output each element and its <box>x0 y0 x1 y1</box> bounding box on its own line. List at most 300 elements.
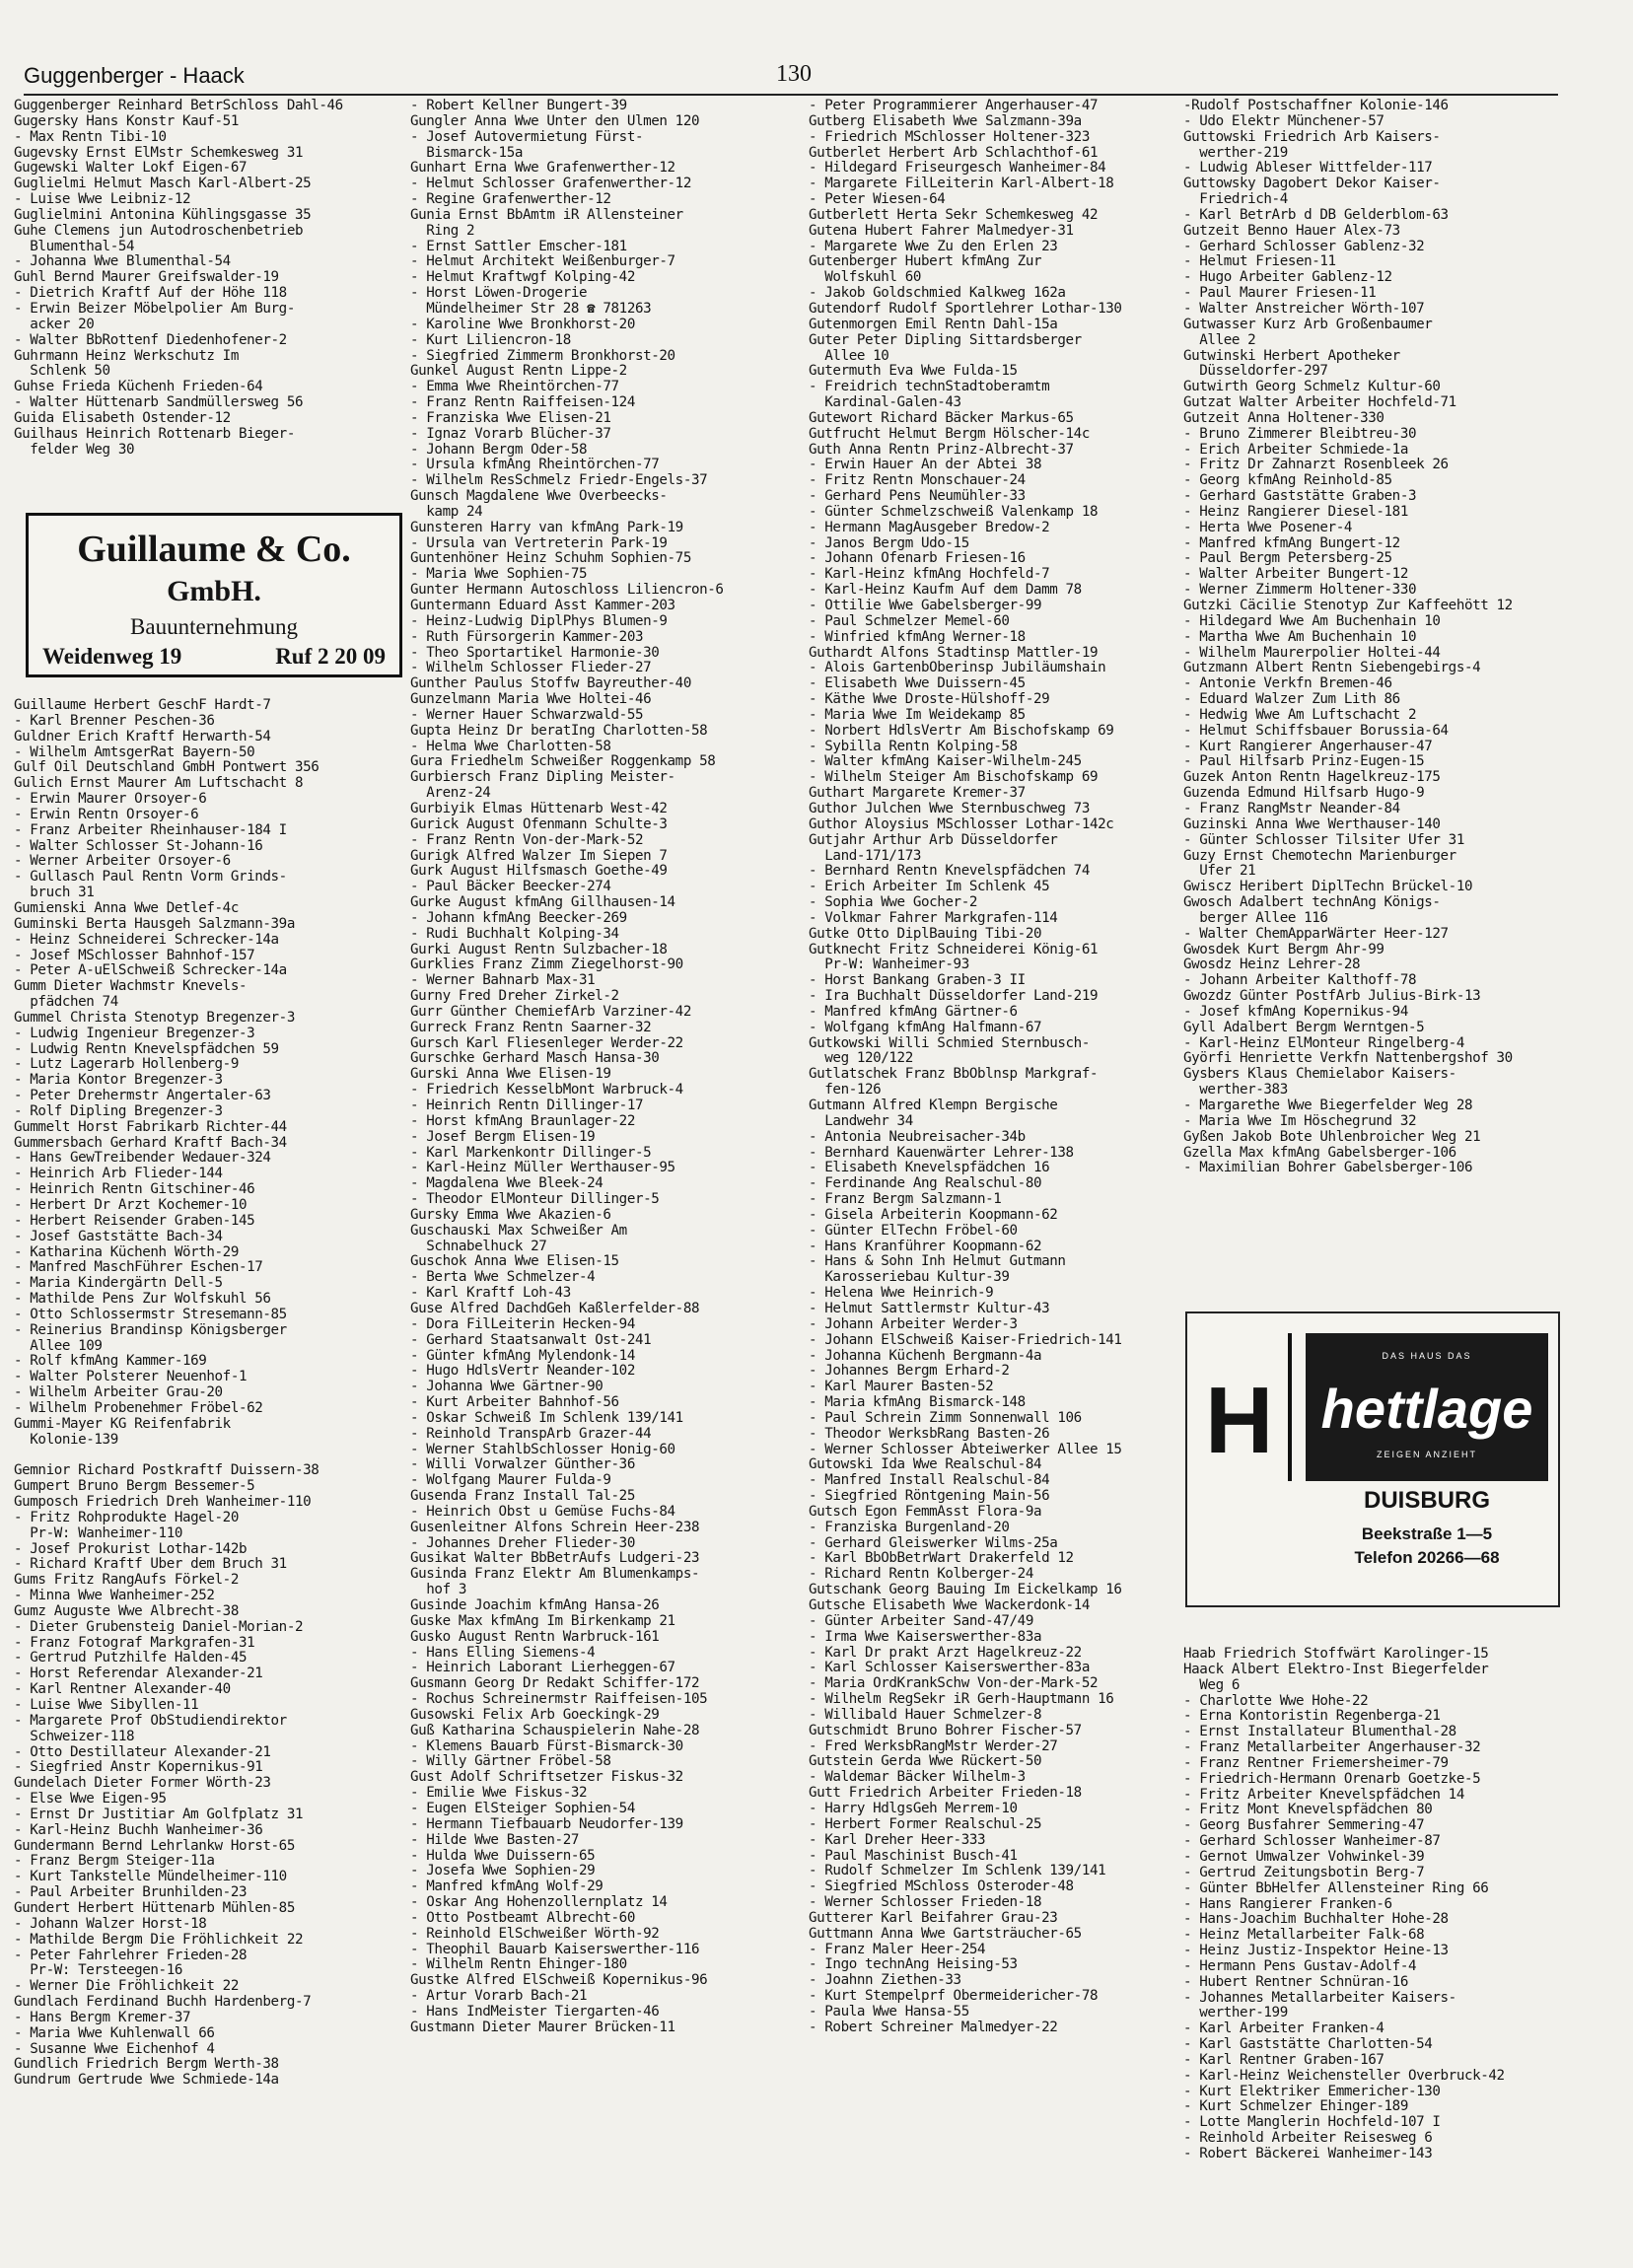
directory-entry: felder Weg 30 <box>14 442 135 458</box>
directory-entry: Gurbiyik Elmas Hüttenarb West-42 <box>410 801 668 816</box>
directory-entry: - Heinrich Rentn Gitschiner-46 <box>14 1182 255 1198</box>
directory-entry: Kardinal-Galen-43 <box>809 395 961 411</box>
directory-entry: Gumposch Friedrich Dreh Wanheimer-110 <box>14 1495 312 1511</box>
directory-entry: Gunkel August Rentn Lippe-2 <box>410 364 627 380</box>
directory-entry: - Werner Die Fröhlichkeit 22 <box>14 1979 239 1995</box>
directory-entry: - Fritz Dr Zahnarzt Rosenbleek 26 <box>1183 458 1449 473</box>
directory-entry: Gursch Karl Fliesenleger Werder-22 <box>410 1035 683 1051</box>
directory-entry: Gurki August Rentn Sulzbacher-18 <box>410 942 668 957</box>
directory-entry: acker 20 <box>14 317 95 332</box>
directory-entry: - Walter Hüttenarb Sandmüllersweg 56 <box>14 395 304 411</box>
directory-entry: - Ernst Sattler Emscher-181 <box>410 239 627 254</box>
directory-entry: werther-219 <box>1183 145 1288 161</box>
directory-entry: - Manfred MaschFührer Eschen-17 <box>14 1260 263 1276</box>
directory-entry: - Emilie Wwe Fiskus-32 <box>410 1786 588 1802</box>
directory-entry: - Magdalena Wwe Bleek-24 <box>410 1176 604 1192</box>
directory-entry: - Willi Vorwalzer Günther-36 <box>410 1457 635 1473</box>
directory-entry: - Margarethe Wwe Biegerfelder Weg 28 <box>1183 1099 1473 1113</box>
directory-entry: Gurk August Hilfsmasch Goethe-49 <box>410 864 668 880</box>
directory-entry: - Karl Brenner Peschen-36 <box>14 713 215 729</box>
directory-entry: - Peter Fahrlehrer Frieden-28 <box>14 1948 248 1963</box>
directory-entry: - Jakob Goldschmied Kalkweg 162a <box>809 286 1066 302</box>
directory-entry: - Herbert Former Realschul-25 <box>809 1816 1042 1832</box>
directory-entry: Gupta Heinz Dr beratIng Charlotten-58 <box>410 723 708 739</box>
ad-city: DUISBURG <box>1363 1487 1490 1514</box>
directory-entry: - Johann Ofenarb Friesen-16 <box>809 551 1026 567</box>
directory-entry: -Rudolf Postschaffner Kolonie-146 <box>1183 99 1449 113</box>
directory-entry: - Maria Wwe Kuhlenwall 66 <box>14 2025 215 2041</box>
ad-divider <box>1288 1333 1292 1481</box>
directory-entry: hof 3 <box>410 1583 466 1598</box>
directory-entry: - Manfred kfmAng Bungert-12 <box>1183 535 1400 551</box>
directory-entry: - Erwin Beizer Möbelpolier Am Burg- <box>14 301 295 317</box>
directory-entry: - Rolf kfmAng Kammer-169 <box>14 1354 207 1370</box>
directory-entry: - Dietrich Kraftf Auf der Höhe 118 <box>14 286 287 302</box>
ad-address: Beekstraße 1—5 <box>1361 1524 1493 1543</box>
directory-entry: - Elisabeth Knevelspfädchen 16 <box>809 1161 1050 1176</box>
directory-entry: werther-199 <box>1183 2006 1288 2021</box>
directory-entry: Landwehr 34 <box>809 1113 913 1129</box>
directory-entry: - Else Wwe Eigen-95 <box>14 1792 167 1807</box>
directory-entry: - Rudi Buchhalt Kolping-34 <box>410 926 619 942</box>
directory-entry: - Theodor ElMonteur Dillinger-5 <box>410 1192 660 1208</box>
directory-entry: - Rochus Schreinermstr Raiffeisen-105 <box>410 1692 708 1708</box>
directory-entry: - Heinz Justiz-Inspektor Heine-13 <box>1183 1944 1449 1959</box>
directory-entry: Bismarck-15a <box>410 145 523 161</box>
directory-entry: Guida Elisabeth Ostender-12 <box>14 410 231 426</box>
directory-entry: - Heinz Schneiderei Schrecker-14a <box>14 932 279 948</box>
directory-entry: - Ignaz Vorarb Blücher-37 <box>410 426 611 442</box>
directory-entry: - Wilhelm RegSekr iR Gerh-Hauptmann 16 <box>809 1692 1114 1708</box>
directory-entry: - Werner Schlosser Frieden-18 <box>809 1895 1042 1911</box>
directory-entry: Gunsch Magdalene Wwe Overbeecks- <box>410 489 668 505</box>
directory-entry: - Karl Arbeiter Franken-4 <box>1183 2021 1384 2037</box>
directory-entry: Gwozdz Günter PostfArb Julius-Birk-13 <box>1183 989 1481 1005</box>
directory-entry: - Sophia Wwe Gocher-2 <box>809 895 977 911</box>
directory-entry: Gumm Dieter Wachmstr Knevels- <box>14 979 248 995</box>
directory-entry: Guhe Clemens jun Autodroschenbetrieb <box>14 223 304 239</box>
directory-entry: Gutenmorgen Emil Rentn Dahl-15a <box>809 317 1058 332</box>
directory-entry: Pr-W: Wanheimer-93 <box>809 957 969 973</box>
ad-address: Weidenweg 19 <box>42 644 182 669</box>
directory-entry: - Wilhelm AmtsgerRat Bayern-50 <box>14 744 255 760</box>
directory-entry: - Peter Programmierer Angerhauser-47 <box>809 99 1099 113</box>
directory-entry: - Eduard Walzer Zum Lith 86 <box>1183 692 1400 708</box>
directory-entry: Gusowski Felix Arb Goeckingk-29 <box>410 1707 660 1723</box>
directory-entry: Gutwinski Herbert Apotheker <box>1183 348 1400 364</box>
directory-entry: Guillaume Herbert GeschF Hardt-7 <box>14 698 271 713</box>
directory-entry: - Josef Prokurist Lothar-142b <box>14 1541 248 1557</box>
directory-entry: - Erich Arbeiter Schmiede-1a <box>1183 442 1408 458</box>
directory-entry: - Josef Gaststätte Bach-34 <box>14 1229 223 1244</box>
directory-entry: - Gernot Umwalzer Vohwinkel-39 <box>1183 1849 1425 1865</box>
directory-entry: - Ludwig Ingenieur Bregenzer-3 <box>14 1026 255 1041</box>
directory-entry: Gutschank Georg Bauing Im Eickelkamp 16 <box>809 1583 1122 1598</box>
directory-entry: - Gerhard Schlosser Wanheimer-87 <box>1183 1834 1441 1850</box>
directory-entry: Gutewort Richard Bäcker Markus-65 <box>809 410 1074 426</box>
directory-entry: Friedrich-4 <box>1183 192 1288 208</box>
directory-entry: - Gerhard Gaststätte Graben-3 <box>1183 489 1417 505</box>
directory-entry: - Johannes Bergm Erhard-2 <box>809 1364 1010 1380</box>
directory-entry: - Siegfried Zimmerm Bronkhorst-20 <box>410 348 675 364</box>
directory-entry: - Karl Rentner Graben-167 <box>1183 2052 1384 2068</box>
directory-entry: - Gerhard Pens Neumühler-33 <box>809 489 1026 505</box>
directory-entry: - Theophil Bauarb Kaiserswerther-116 <box>410 1942 700 1957</box>
directory-entry: - Kurt Rangierer Angerhauser-47 <box>1183 739 1433 754</box>
hettlage-logo <box>1306 1333 1548 1481</box>
directory-entry: - Karl Maurer Basten-52 <box>809 1380 994 1395</box>
directory-entry: pfädchen 74 <box>14 995 118 1011</box>
directory-entry: - Horst Referendar Alexander-21 <box>14 1666 263 1682</box>
directory-entry: Guschok Anna Wwe Elisen-15 <box>410 1254 619 1270</box>
directory-entry: - Johann Walzer Horst-18 <box>14 1916 207 1932</box>
directory-entry: - Josefa Wwe Sophien-29 <box>410 1864 596 1879</box>
directory-entry: - Karl Dr prakt Arzt Hagelkreuz-22 <box>809 1645 1082 1661</box>
directory-entry <box>14 1449 384 1464</box>
column-2 <box>410 99 780 2036</box>
directory-entry: - Fritz Arbeiter Knevelspfädchen 14 <box>1183 1787 1464 1803</box>
directory-entry: - Robert Bäckerei Wanheimer-143 <box>1183 2147 1433 2162</box>
directory-entry: Guilhaus Heinrich Rottenarb Bieger- <box>14 426 295 442</box>
directory-entry: - Paul Hilfsarb Prinz-Eugen-15 <box>1183 754 1425 770</box>
directory-entry: - Walter Polsterer Neuenhof-1 <box>14 1370 248 1385</box>
directory-entry: Gugewski Walter Lokf Eigen-67 <box>14 161 248 177</box>
directory-entry: - Margarete Wwe Zu den Erlen 23 <box>809 239 1058 254</box>
directory-entry: - Mathilde Bergm Die Fröhlichkeit 22 <box>14 1932 304 1948</box>
directory-entry: - Hans Bergm Kremer-37 <box>14 2010 191 2025</box>
directory-entry: Gunther Paulus Stoffw Bayreuther-40 <box>410 676 691 692</box>
directory-entry: - Fred WerksbRangMstr Werder-27 <box>809 1738 1058 1754</box>
directory-entry: Gzella Max kfmAng Gabelsberger-106 <box>1183 1145 1456 1161</box>
directory-entry: - Theodor WerksbRang Basten-26 <box>809 1426 1050 1442</box>
directory-entry: - Franziska Wwe Elisen-21 <box>410 410 611 426</box>
directory-entry: - Kurt Arbeiter Bahnhof-56 <box>410 1395 619 1411</box>
directory-entry: - Hilde Wwe Basten-27 <box>410 1832 579 1848</box>
directory-entry: - Hugo HdlsVertr Neander-102 <box>410 1364 635 1380</box>
directory-entry: Gummi-Mayer KG Reifenfabrik <box>14 1416 231 1432</box>
directory-entry: Guter Peter Dipling Sittardsberger <box>809 332 1082 348</box>
directory-entry: Schnabelhuck 27 <box>410 1239 547 1254</box>
directory-entry: Gutsche Elisabeth Wwe Wackerdonk-14 <box>809 1598 1090 1613</box>
directory-entry: Gummelt Horst Fabrikarb Richter-44 <box>14 1119 287 1135</box>
directory-entry: - Wilhelm Rentn Ehinger-180 <box>410 1957 627 1973</box>
directory-entry: - Heinrich Laborant Lierheggen-67 <box>410 1661 675 1676</box>
directory-entry: - Heinrich Arb Flieder-144 <box>14 1167 223 1182</box>
directory-entry: - Helmut Schlosser Grafenwerther-12 <box>410 177 691 192</box>
directory-entry: Gutzki Cäcilie Stenotyp Zur Kaffeehött 12 <box>1183 599 1513 613</box>
directory-entry: Allee 109 <box>14 1338 103 1354</box>
directory-entry: - Karl-Heinz Müller Werthauser-95 <box>410 1161 675 1176</box>
directory-entry: Gutknecht Fritz Schneiderei König-61 <box>809 942 1099 957</box>
directory-entry: Gutke Otto DiplBauing Tibi-20 <box>809 926 1042 942</box>
directory-entry: - Theo Sportartikel Harmonie-30 <box>410 645 660 661</box>
directory-entry: Allee 10 <box>809 348 889 364</box>
directory-entry: - Hans IndMeister Tiergarten-46 <box>410 2004 660 2020</box>
directory-entry: - Josef Bergm Elisen-19 <box>410 1129 596 1145</box>
directory-entry: Gunzelmann Maria Wwe Holtei-46 <box>410 692 652 708</box>
directory-entry: - Rolf Dipling Bregenzer-3 <box>14 1103 223 1119</box>
directory-entry: Gutfrucht Helmut Bergm Hölscher-14c <box>809 426 1090 442</box>
directory-entry: Gusko August Rentn Warbruck-161 <box>410 1629 660 1645</box>
directory-entry: - Fritz Rentn Monschauer-24 <box>809 473 1026 489</box>
directory-entry: - Peter Wiesen-64 <box>809 192 946 208</box>
directory-entry: - Georg Busfahrer Semmering-47 <box>1183 1818 1425 1834</box>
directory-entry: - Hans & Sohn Inh Helmut Gutmann <box>809 1254 1066 1270</box>
directory-entry: Gundlich Friedrich Bergm Werth-38 <box>14 2057 279 2073</box>
directory-entry: Gutberg Elisabeth Wwe Salzmann-39a <box>809 113 1082 129</box>
directory-entry: - Willy Gärtner Fröbel-58 <box>410 1754 611 1770</box>
directory-entry: Gurick August Ofenmann Schulte-3 <box>410 816 668 832</box>
directory-entry: - Ludwig Ableser Wittfelder-117 <box>1183 161 1433 177</box>
directory-entry: - Irma Wwe Kaiserswerther-83a <box>809 1629 1042 1645</box>
directory-entry: kamp 24 <box>410 504 483 520</box>
directory-entry: - Horst kfmAng Braunlager-22 <box>410 1113 635 1129</box>
directory-entry: - Franz Fotograf Markgrafen-31 <box>14 1635 255 1651</box>
ad-phone: Telefon 20266—68 <box>1354 1548 1500 1567</box>
directory-entry: Gusenleitner Alfons Schrein Heer-238 <box>410 1520 700 1535</box>
directory-entry: - Helmut Friesen-11 <box>1183 254 1336 270</box>
directory-entry: Gustke Alfred ElSchweiß Kopernikus-96 <box>410 1973 708 1989</box>
directory-entry: - Wilhelm Steiger Am Bischofskamp 69 <box>809 770 1099 786</box>
directory-entry: - Wilhelm Schlosser Flieder-27 <box>410 661 652 676</box>
directory-entry: - Artur Vorarb Bach-21 <box>410 1989 588 2005</box>
directory-entry: - Werner Bahnarb Max-31 <box>410 973 596 989</box>
directory-entry: Gutenberger Hubert kfmAng Zur <box>809 254 1042 270</box>
directory-entry: - Paula Wwe Hansa-55 <box>809 2004 969 2020</box>
directory-entry: Weg 6 <box>1183 1677 1240 1693</box>
directory-entry: - Franz Bergm Salzmann-1 <box>809 1192 1002 1208</box>
directory-entry: - Ernst Installateur Blumenthal-28 <box>1183 1725 1456 1740</box>
directory-entry: - Hugo Arbeiter Gablenz-12 <box>1183 270 1392 286</box>
directory-entry: - Luise Wwe Sibyllen-11 <box>14 1698 199 1713</box>
directory-entry: - Hans Kranführer Koopmann-62 <box>809 1239 1042 1254</box>
directory-entry: - Ira Buchhalt Düsseldorfer Land-219 <box>809 989 1099 1005</box>
directory-entry: Gutwasser Kurz Arb Großenbaumer <box>1183 317 1433 332</box>
directory-entry: - Paul Maschinist Busch-41 <box>809 1848 1018 1864</box>
directory-entry: - Waldemar Bäcker Wilhelm-3 <box>809 1770 1026 1786</box>
directory-entry: - Karoline Wwe Bronkhorst-20 <box>410 317 635 332</box>
directory-entry: - Willibald Hauer Schmelzer-8 <box>809 1707 1042 1723</box>
directory-entry: Land-171/173 <box>809 848 921 864</box>
directory-entry: - Maria Kindergärtn Dell-5 <box>14 1276 223 1292</box>
directory-entry: - Walter Anstreicher Wörth-107 <box>1183 301 1425 317</box>
directory-entry: Gunhart Erna Wwe Grafenwerther-12 <box>410 161 675 177</box>
directory-entry: Gusinda Franz Elektr Am Blumenkamps- <box>410 1567 700 1583</box>
directory-entry: - Margarete FilLeiterin Karl-Albert-18 <box>809 177 1114 192</box>
directory-entry: - Susanne Wwe Eichenhof 4 <box>14 2041 215 2057</box>
directory-entry: - Franz Maler Heer-254 <box>809 1942 986 1957</box>
directory-entry: Gust Adolf Schriftsetzer Fiskus-32 <box>410 1770 683 1786</box>
directory-entry: - Oskar Schweiß Im Schlenk 139/141 <box>410 1410 683 1426</box>
directory-entry: - Walter ChemApparWärter Heer-127 <box>1183 926 1449 942</box>
directory-entry: - Helmut Kraftwgf Kolping-42 <box>410 270 635 286</box>
directory-entry: - Walter BbRottenf Diedenhofener-2 <box>14 332 287 348</box>
directory-entry: Gurreck Franz Rentn Saarner-32 <box>410 1020 652 1035</box>
directory-entry: - Heinz Rangierer Diesel-181 <box>1183 504 1408 520</box>
directory-entry: - Franz Arbeiter Rheinhauser-184 I <box>14 822 287 838</box>
directory-entry: Gutjahr Arthur Arb Düsseldorfer <box>809 832 1058 848</box>
directory-entry: - Winfried kfmAng Werner-18 <box>809 629 1026 645</box>
directory-entry: - Erwin Hauer An der Abtei 38 <box>809 458 1042 473</box>
directory-entry: - Helmut Schiffsbauer Borussia-64 <box>1183 723 1449 739</box>
directory-entry: Gumienski Anna Wwe Detlef-4c <box>14 900 239 916</box>
directory-entry: - Helena Wwe Heinrich-9 <box>809 1286 994 1302</box>
directory-entry: - Günter Schlosser Tilsiter Ufer 31 <box>1183 832 1464 848</box>
directory-entry: - Otto Schlossermstr Stresemann-85 <box>14 1307 287 1322</box>
directory-entry: Schweizer-118 <box>14 1729 135 1744</box>
directory-entry: - Kurt Schmelzer Ehinger-189 <box>1183 2099 1408 2115</box>
directory-entry: - Manfred kfmAng Gärtner-6 <box>809 1004 1018 1020</box>
directory-entry: Haab Friedrich Stoffwärt Karolinger-15 <box>1183 1647 1489 1662</box>
directory-entry: - Mathilde Pens Zur Wolfskuhl 56 <box>14 1292 271 1308</box>
directory-entry: Gumpert Bruno Bergm Bessemer-5 <box>14 1479 255 1495</box>
directory-entry: - Charlotte Wwe Hohe-22 <box>1183 1693 1369 1709</box>
directory-entry: Gutberlet Herbert Arb Schlachthof-61 <box>809 145 1099 161</box>
directory-entry: - Helma Wwe Charlotten-58 <box>410 739 611 754</box>
directory-entry: Gugevsky Ernst ElMstr Schemkesweg 31 <box>14 145 304 161</box>
directory-entry: - Maria Kontor Bregenzer-3 <box>14 1073 223 1089</box>
directory-entry: Gysbers Klaus Chemielabor Kaisers- <box>1183 1067 1456 1083</box>
directory-entry: Gunter Hermann Autoschloss Liliencron-6 <box>410 583 724 599</box>
directory-entry: Gungler Anna Wwe Unter den Ulmen 120 <box>410 113 700 129</box>
directory-entry: - Johann Arbeiter Werder-3 <box>809 1316 1018 1332</box>
directory-entry: - Johannes Dreher Flieder-30 <box>410 1535 635 1551</box>
directory-entry: - Erwin Rentn Orsoyer-6 <box>14 807 199 822</box>
directory-entry: bruch 31 <box>14 886 95 901</box>
directory-entry: - Heinz-Ludwig DiplPhys Blumen-9 <box>410 613 668 629</box>
directory-entry: - Kurt Stempelprf Obermeidericher-78 <box>809 1989 1099 2005</box>
directory-entry: - Kurt Tankstelle Mündelheimer-110 <box>14 1870 287 1885</box>
directory-entry: Arenz-24 <box>410 786 491 802</box>
column-4-lower <box>1183 1647 1553 2162</box>
directory-entry: Gutstein Gerda Wwe Rückert-50 <box>809 1754 1042 1770</box>
directory-entry: - Johanna Wwe Gärtner-90 <box>410 1380 604 1395</box>
directory-entry: - Hildegard Friseurgesch Wanheimer-84 <box>809 161 1106 177</box>
directory-entry: - Günter BbHelfer Allensteiner Ring 66 <box>1183 1880 1489 1896</box>
directory-entry: - Lutz Lagerarb Hollenberg-9 <box>14 1057 239 1073</box>
directory-entry: - Bruno Zimmerer Bleibtreu-30 <box>1183 426 1417 442</box>
directory-entry: Guglielmi Helmut Masch Karl-Albert-25 <box>14 177 312 192</box>
column-4 <box>1183 99 1553 1176</box>
directory-entry: - Lotte Manglerin Hochfeld-107 I <box>1183 2115 1441 2131</box>
ad-hettlage <box>1185 1311 1560 1607</box>
directory-entry: Schlenk 50 <box>14 364 110 380</box>
directory-entry: - Ursula van Vertreterin Park-19 <box>410 535 668 551</box>
directory-entry: Gusenda Franz Install Tal-25 <box>410 1489 635 1505</box>
directory-entry: Guntermann Eduard Asst Kammer-203 <box>410 599 675 613</box>
directory-entry: - Karl-Heinz kfmAng Hochfeld-7 <box>809 567 1050 583</box>
directory-entry: Gwiscz Heribert DiplTechn Brückel-10 <box>1183 880 1473 895</box>
directory-entry: - Udo Elektr Münchener-57 <box>1183 113 1384 129</box>
directory-entry: - Paul Arbeiter Brunhilden-23 <box>14 1885 248 1901</box>
directory-entry: - Hermann Pens Gustav-Adolf-4 <box>1183 1958 1417 1974</box>
directory-entry: Gummersbach Gerhard Kraftf Bach-34 <box>14 1135 287 1151</box>
directory-entry: Guß Katharina Schauspielerin Nahe-28 <box>410 1723 700 1738</box>
directory-entry: - Karl BbObBetrWart Drakerfeld 12 <box>809 1551 1074 1567</box>
directory-entry: - Ludwig Rentn Knevelspfädchen 59 <box>14 1041 279 1057</box>
directory-entry: Guhrmann Heinz Werkschutz Im <box>14 348 239 364</box>
directory-entry: - Erna Kontoristin Regenberga-21 <box>1183 1709 1441 1725</box>
directory-entry: Gutzat Walter Arbeiter Hochfeld-71 <box>1183 395 1456 411</box>
directory-entry: Guthart Margarete Kremer-37 <box>809 786 1026 802</box>
directory-entry: - Emma Wwe Rheintörchen-77 <box>410 380 619 395</box>
directory-entry: - Walter Arbeiter Bungert-12 <box>1183 567 1408 583</box>
directory-entry: - Richard Rentn Kolberger-24 <box>809 1567 1033 1583</box>
directory-entry: Guntenhöner Heinz Schuhm Sophien-75 <box>410 551 691 567</box>
directory-entry: - Franz Rentn Von-der-Mark-52 <box>410 832 644 848</box>
directory-entry: - Horst Löwen-Drogerie <box>410 286 588 302</box>
ad-phone: Ruf 2 20 09 <box>275 644 386 669</box>
directory-entry: Gummel Christa Stenotyp Bregenzer-3 <box>14 1010 295 1026</box>
running-head: Guggenberger - Haack <box>24 63 245 88</box>
logo-tagline-bottom: ZEIGEN ANZIEHT <box>1376 1450 1477 1459</box>
directory-entry: - Johanna Küchenh Bergmann-4a <box>809 1348 1042 1364</box>
directory-entry: - Johann Bergm Oder-58 <box>410 442 588 458</box>
directory-entry: - Hildegard Wwe Am Buchenhain 10 <box>1183 613 1441 629</box>
directory-entry: Gemnior Richard Postkraftf Duissern-38 <box>14 1463 320 1479</box>
directory-entry: - Ursula kfmAng Rheintörchen-77 <box>410 458 660 473</box>
logo-wordmark: hettlage <box>1320 1378 1533 1440</box>
directory-entry: Allee 2 <box>1183 332 1256 348</box>
directory-entry: - Ingo technAng Heising-53 <box>809 1957 1018 1973</box>
directory-entry: - Norbert HdlsVertr Am Bischofskamp 69 <box>809 723 1114 739</box>
directory-entry: Guzinski Anna Wwe Werthauser-140 <box>1183 816 1441 832</box>
directory-entry: - Wilhelm ResSchmelz Friedr-Engels-37 <box>410 473 708 489</box>
directory-entry: - Karl Dreher Heer-333 <box>809 1832 986 1848</box>
directory-entry: - Heinrich Obst u Gemüse Fuchs-84 <box>410 1504 675 1520</box>
directory-entry: - Berta Wwe Schmelzer-4 <box>410 1270 596 1286</box>
directory-entry: Gundrum Gertrude Wwe Schmiede-14a <box>14 2073 279 2089</box>
directory-entry: Guschauski Max Schweißer Am <box>410 1223 627 1239</box>
directory-entry: Gutzeit Benno Hauer Alex-73 <box>1183 223 1400 239</box>
directory-entry: Gutermuth Eva Wwe Fulda-15 <box>809 364 1018 380</box>
directory-entry: - Franz RangMstr Neander-84 <box>1183 801 1400 816</box>
directory-entry: - Ottilie Wwe Gabelsberger-99 <box>809 599 1042 613</box>
directory-entry: - Robert Schreiner Malmedyer-22 <box>809 2020 1058 2035</box>
directory-entry: Györfi Henriette Verkfn Nattenbergshof 30 <box>1183 1051 1513 1067</box>
directory-entry: - Paul Bergm Petersberg-25 <box>1183 551 1392 567</box>
directory-entry: - Gullasch Paul Rentn Vorm Grinds- <box>14 870 287 886</box>
directory-entry: - Fritz Mont Knevelspfädchen 80 <box>1183 1803 1433 1818</box>
directory-entry: - Herbert Reisender Graben-145 <box>14 1213 255 1229</box>
directory-entry: Guggenberger Reinhard BetrSchloss Dahl-46 <box>14 99 343 113</box>
directory-entry: - Otto Destillateur Alexander-21 <box>14 1744 271 1760</box>
directory-entry: - Günter Arbeiter Sand-47/49 <box>809 1613 1033 1629</box>
directory-entry: - Johanna Wwe Blumenthal-54 <box>14 254 231 270</box>
directory-entry: Haack Albert Elektro-Inst Biegerfelder <box>1183 1662 1489 1677</box>
directory-entry: Gursky Emma Wwe Akazien-6 <box>410 1207 611 1223</box>
directory-entry: - Walter Schlosser St-Johann-16 <box>14 838 263 854</box>
directory-entry: - Sybilla Rentn Kolping-58 <box>809 739 1018 754</box>
directory-entry: - Katharina Küchenh Wörth-29 <box>14 1244 239 1260</box>
directory-entry: - Gerhard Gleiswerker Wilms-25a <box>809 1535 1058 1551</box>
directory-entry: - Freidrich technStadtoberamtm <box>809 380 1050 395</box>
directory-entry: Guttmann Anna Wwe Gartsträucher-65 <box>809 1926 1082 1942</box>
directory-entry: - Gisela Arbeiterin Koopmann-62 <box>809 1207 1058 1223</box>
directory-entry: Gutowski Ida Wwe Realschul-84 <box>809 1457 1042 1473</box>
directory-entry: Gutmann Alfred Klempn Bergische <box>809 1099 1058 1113</box>
directory-entry: Guminski Berta Hausgeh Salzmann-39a <box>14 916 295 932</box>
directory-entry: Gustmann Dieter Maurer Brücken-11 <box>410 2020 675 2035</box>
directory-entry: - Maria Wwe Im Höschegrund 32 <box>1183 1113 1417 1129</box>
directory-entry: Gyßen Jakob Bote Uhlenbroicher Weg 21 <box>1183 1129 1481 1145</box>
directory-entry: - Hans-Joachim Buchhalter Hohe-28 <box>1183 1912 1449 1928</box>
directory-entry: - Siegfried MSchloss Osteroder-48 <box>809 1879 1074 1895</box>
directory-entry: - Margarete Prof ObStudiendirektor <box>14 1713 287 1729</box>
ad-guillaume <box>26 513 402 677</box>
directory-entry: - Antonie Verkfn Bremen-46 <box>1183 676 1392 692</box>
directory-entry: - Heinz Metallarbeiter Falk-68 <box>1183 1928 1425 1944</box>
